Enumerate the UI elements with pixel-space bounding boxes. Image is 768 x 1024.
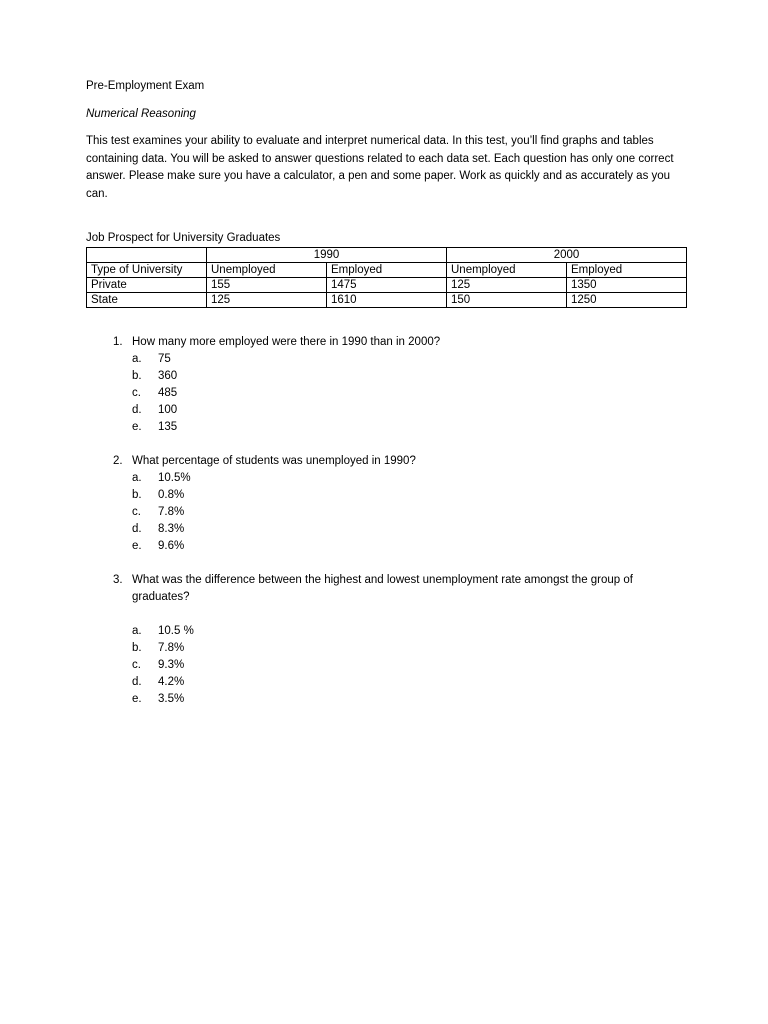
table-cell: 1350 (567, 278, 687, 293)
table-column-header: Unemployed (447, 263, 567, 278)
option-text: 360 (158, 370, 178, 382)
answer-option (132, 538, 686, 555)
answer-options (132, 351, 686, 436)
table-cell: 125 (447, 278, 567, 293)
graduates-table (86, 247, 687, 308)
option-letter: a. (132, 353, 142, 365)
question-item (113, 453, 686, 555)
option-text: 8.3% (158, 523, 185, 535)
answer-option (132, 657, 686, 674)
table-header-row (87, 263, 687, 278)
option-letter: c. (132, 659, 141, 671)
exam-page (86, 78, 686, 725)
option-text: 4.2% (158, 676, 185, 688)
option-letter: c. (132, 387, 141, 399)
option-letter: c. (132, 506, 141, 518)
option-letter: e. (132, 540, 142, 552)
table-cell: 155 (207, 278, 327, 293)
table-row (87, 293, 687, 308)
table-cell: State (87, 293, 207, 308)
table-column-header: Type of University (87, 263, 207, 278)
option-text: 7.8% (158, 506, 185, 518)
table-caption: Job Prospect for University Graduates (86, 232, 281, 244)
answer-option (132, 419, 686, 436)
question-item (113, 334, 686, 436)
table-cell: 1610 (327, 293, 447, 308)
option-letter: a. (132, 625, 142, 637)
document-title: Pre-Employment Exam (86, 80, 205, 92)
answer-option (132, 674, 686, 691)
table-cell: 1475 (327, 278, 447, 293)
question-number: 1. (113, 336, 123, 348)
option-letter: e. (132, 693, 142, 705)
question-text: What was the difference between the highest and lowest unemployment rate amongst the group of graduates? (132, 574, 633, 603)
option-text: 10.5% (158, 472, 191, 484)
option-text: 10.5 % (158, 625, 194, 637)
option-text: 7.8% (158, 642, 185, 654)
option-letter: b. (132, 370, 142, 382)
option-letter: d. (132, 404, 142, 416)
answer-option (132, 402, 686, 419)
table-row (87, 278, 687, 293)
answer-option (132, 368, 686, 385)
answer-options (132, 623, 686, 708)
table-column-header: Unemployed (207, 263, 327, 278)
option-text: 9.3% (158, 659, 185, 671)
answer-option (132, 385, 686, 402)
answer-option (132, 623, 686, 640)
answer-option (132, 691, 686, 708)
table-year-header: 1990 (207, 248, 447, 263)
option-letter: d. (132, 523, 142, 535)
option-text: 100 (158, 404, 178, 416)
table-year-header: 2000 (447, 248, 687, 263)
option-letter: b. (132, 642, 142, 654)
table-cell: 150 (447, 293, 567, 308)
answer-option (132, 504, 686, 521)
answer-option (132, 470, 686, 487)
question-list (86, 334, 686, 708)
answer-option (132, 640, 686, 657)
option-letter: d. (132, 676, 142, 688)
option-text: 135 (158, 421, 178, 433)
answer-options (132, 470, 686, 555)
document-subtitle: Numerical Reasoning (86, 108, 196, 120)
question-text: How many more employed were there in 1990 than in 2000? (132, 336, 441, 348)
answer-option (132, 521, 686, 538)
table-cell: Private (87, 278, 207, 293)
table-column-header: Employed (327, 263, 447, 278)
question-number: 2. (113, 455, 123, 467)
question-item (113, 572, 686, 708)
answer-option (132, 351, 686, 368)
option-text: 9.6% (158, 540, 185, 552)
intro-paragraph: This test examines your ability to evaluate and interpret numerical data. In this test, you’ll find graphs and tables containing data. You will be asked to answer questions related to each data set. Each question has only one correct answer. Please make sure you have a calculator, a pen and some paper. Work as quickly and as accurately as you can. (86, 135, 674, 200)
option-letter: b. (132, 489, 142, 501)
option-letter: e. (132, 421, 142, 433)
table-cell: 1250 (567, 293, 687, 308)
option-letter: a. (132, 472, 142, 484)
option-text: 3.5% (158, 693, 185, 705)
table-year-row (87, 248, 687, 263)
option-text: 75 (158, 353, 171, 365)
question-text: What percentage of students was unemployed in 1990? (132, 455, 416, 467)
option-text: 485 (158, 387, 178, 399)
option-text: 0.8% (158, 489, 185, 501)
table-corner-cell (87, 248, 207, 263)
question-spacer (132, 606, 686, 623)
question-number: 3. (113, 574, 123, 586)
table-cell: 125 (207, 293, 327, 308)
answer-option (132, 487, 686, 504)
table-column-header: Employed (567, 263, 687, 278)
